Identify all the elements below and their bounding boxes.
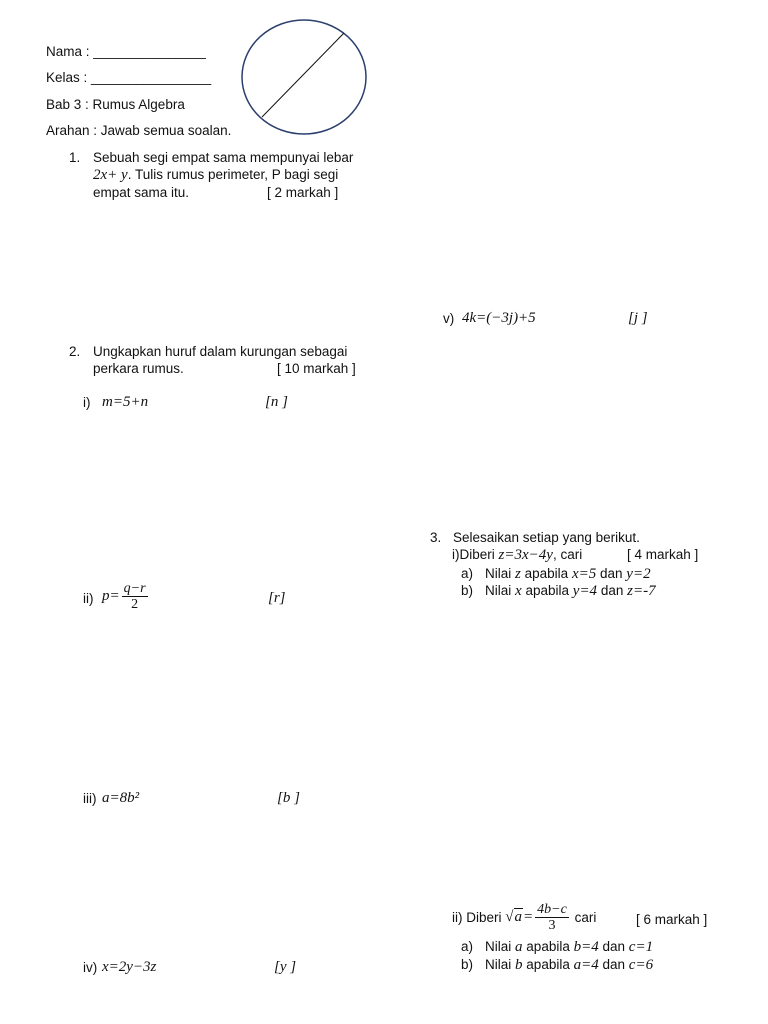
q3-var: b <box>515 957 523 973</box>
q3-part2-label: ii) Diberi <box>452 910 502 925</box>
q3-part1-marks: [ 4 markah ] <box>627 547 699 562</box>
q2-line1: Ungkapkan huruf dalam kurungan sebagai <box>93 344 348 359</box>
q3-part1-suffix: , cari <box>552 547 583 562</box>
q3-text: Nilai <box>485 939 512 954</box>
q3-part2-suffix: cari <box>574 910 597 925</box>
q1-width-expr: 2x+ y <box>93 167 128 183</box>
q1-marks: [ 2 markah ] <box>267 185 339 200</box>
q2-item-var: [n ] <box>265 394 288 410</box>
q3-text: dan <box>602 957 626 972</box>
q3-text: apabila <box>526 957 570 972</box>
q3-part2-marks: [ 6 markah ] <box>636 912 708 927</box>
q3-var: z <box>515 566 521 582</box>
q2-item-var: [r] <box>268 590 286 606</box>
equals-sign: = <box>523 909 534 925</box>
numerator: q−r <box>123 581 146 596</box>
q3-condition: x=5 <box>571 566 597 582</box>
radicand: a <box>514 909 523 925</box>
q3-part1-a-label: a) <box>461 566 474 581</box>
q3-text: apabila <box>525 583 570 598</box>
q3-part2-line <box>452 902 596 933</box>
q3-part1-a-text <box>485 565 651 583</box>
q2-item-label: iii) <box>83 791 97 806</box>
q3-text: Nilai <box>485 583 512 598</box>
q3-var: a <box>515 939 523 955</box>
q3-condition: c=6 <box>628 957 654 973</box>
q2-item-label: iv) <box>83 960 98 975</box>
q2-item-expr: m=5+n <box>102 394 149 410</box>
q3-condition: y=4 <box>572 583 598 599</box>
name-field-label: Nama : _______________ <box>46 44 206 59</box>
q3-title: Selesaikan setiap yang berikut. <box>453 530 640 545</box>
q3-part1-expr: z=3x−4y <box>498 547 553 563</box>
q3-var: x <box>515 583 522 599</box>
q3-part1-label: i)Diberi <box>452 547 495 562</box>
q3-condition: b=4 <box>573 939 599 955</box>
q3-number: 3. <box>430 530 442 545</box>
q3-text: dan <box>602 939 626 954</box>
q2-item-expr: 4k=(−3j)+5 <box>462 310 536 326</box>
q3-condition: a=4 <box>573 957 599 973</box>
q2-item-var: [j ] <box>628 310 648 326</box>
q2-item-label: i) <box>83 395 91 410</box>
q1-line2-text: . Tulis rumus perimeter, P bagi segi <box>127 167 339 182</box>
numerator: 4b−c <box>537 902 567 917</box>
q3-part2-b-label: b) <box>461 957 474 972</box>
q3-part2-a-label: a) <box>461 939 474 954</box>
q3-part1-line <box>452 546 582 564</box>
q2-item-expr: a=8b² <box>102 790 140 806</box>
q1-number: 1. <box>69 150 81 165</box>
instructions: Arahan : Jawab semua soalan. <box>46 123 232 138</box>
q2-item-expr <box>102 581 150 612</box>
q3-part2-b-text <box>485 956 653 974</box>
q3-condition: z=-7 <box>627 583 656 599</box>
q3-part1-b-label: b) <box>461 583 474 598</box>
fraction <box>535 902 569 933</box>
denominator: 2 <box>131 597 139 612</box>
q2-marks: [ 10 markah ] <box>277 361 356 376</box>
q2-item-expr: x=2y−3z <box>102 959 157 975</box>
q2-number: 2. <box>69 344 81 359</box>
q3-part1-b-text <box>485 582 656 600</box>
q2-item-lhs: p= <box>102 588 120 604</box>
q3-text: apabila <box>526 939 570 954</box>
q3-text: dan <box>600 566 623 581</box>
chapter-title: Bab 3 : Rumus Algebra <box>46 97 185 112</box>
q3-part2-a-text <box>485 938 653 956</box>
denominator: 3 <box>548 918 556 933</box>
q1-line2 <box>93 166 338 184</box>
score-circle <box>240 18 368 136</box>
q2-item-var: [b ] <box>277 790 300 806</box>
q2-item-label: v) <box>443 311 455 326</box>
q1-line1: Sebuah segi empat sama mempunyai lebar <box>93 150 354 165</box>
q1-line3: empat sama itu. <box>93 185 190 200</box>
q2-item-var: [y ] <box>274 959 297 975</box>
sqrt-expr: √a <box>505 909 523 925</box>
q3-condition: y=2 <box>626 566 651 582</box>
q3-text: apabila <box>524 566 569 581</box>
q3-text: Nilai <box>485 566 512 581</box>
fraction <box>122 581 148 612</box>
q2-item-label: ii) <box>83 591 94 606</box>
class-field-label: Kelas : ________________ <box>46 70 212 85</box>
q3-text: Nilai <box>485 957 512 972</box>
q3-text: dan <box>600 583 624 598</box>
q2-line2: perkara rumus. <box>93 361 184 376</box>
q3-condition: c=1 <box>628 939 654 955</box>
